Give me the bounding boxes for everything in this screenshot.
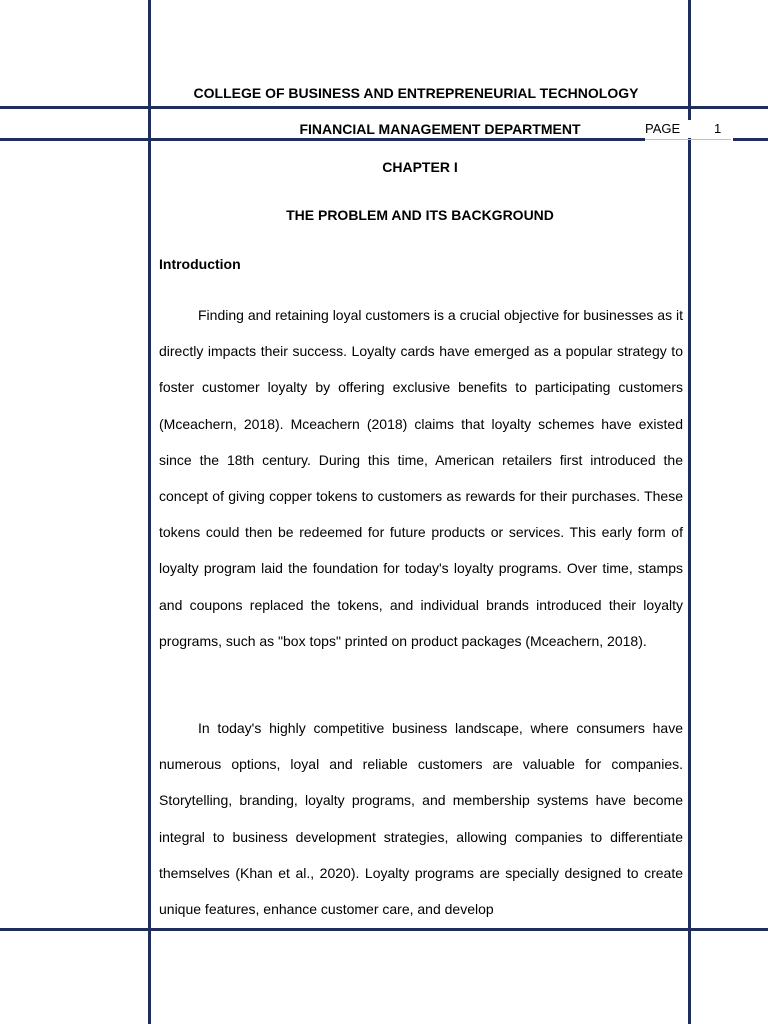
left-margin-rule	[148, 0, 151, 1024]
header-top-rule	[0, 106, 768, 109]
chapter-number: CHAPTER I	[382, 159, 458, 175]
department-name: FINANCIAL MANAGEMENT DEPARTMENT	[299, 121, 581, 137]
header-bottom-rule-right	[733, 138, 768, 141]
page-number: 1	[714, 121, 722, 136]
page-label: PAGE	[645, 121, 681, 136]
page-box-underline	[645, 139, 731, 140]
right-margin-rule	[688, 0, 691, 1024]
page-number-box	[645, 120, 733, 138]
footer-rule	[0, 928, 768, 931]
body-paragraph: Finding and retaining loyal customers is a crucial objective for businesses as it directly impacts their success. Loyalty cards have emerged as a popular strategy to foster customer loyalty by offering exclusive benefits to participating customers (Mceachern, 2018). Mceachern (2018) claims that loyalty schemes have existed since the 18th century. During this time, American retailers first introduced the concept of giving copper tokens to customers as rewards for their purchases. These tokens could then be redeemed for future products or services. This early form of loyalty program laid the foundation for today's loyalty programs. Over time, stamps and coupons replaced the tokens, and individual brands introduced their loyalty programs, such as "box tops" printed on product packages (Mceachern, 2018).	[159, 307, 683, 649]
chapter-title: THE PROBLEM AND ITS BACKGROUND	[286, 207, 554, 223]
college-name: COLLEGE OF BUSINESS AND ENTREPRENEURIAL TECHNOLOGY	[193, 85, 639, 101]
section-heading: Introduction	[159, 256, 241, 272]
body-paragraph: In today's highly competitive business landscape, where consumers have numerous options, loyal and reliable customers are valuable for companies. Storytelling, branding, loyalty programs, and membership systems have become integral to business development strategies, allowing companies to differentiate themselves (Khan et al., 2020). Loyalty programs are specially designed to create unique features, enhance customer care, and develop	[159, 720, 683, 918]
header-bottom-rule-left	[0, 138, 645, 141]
